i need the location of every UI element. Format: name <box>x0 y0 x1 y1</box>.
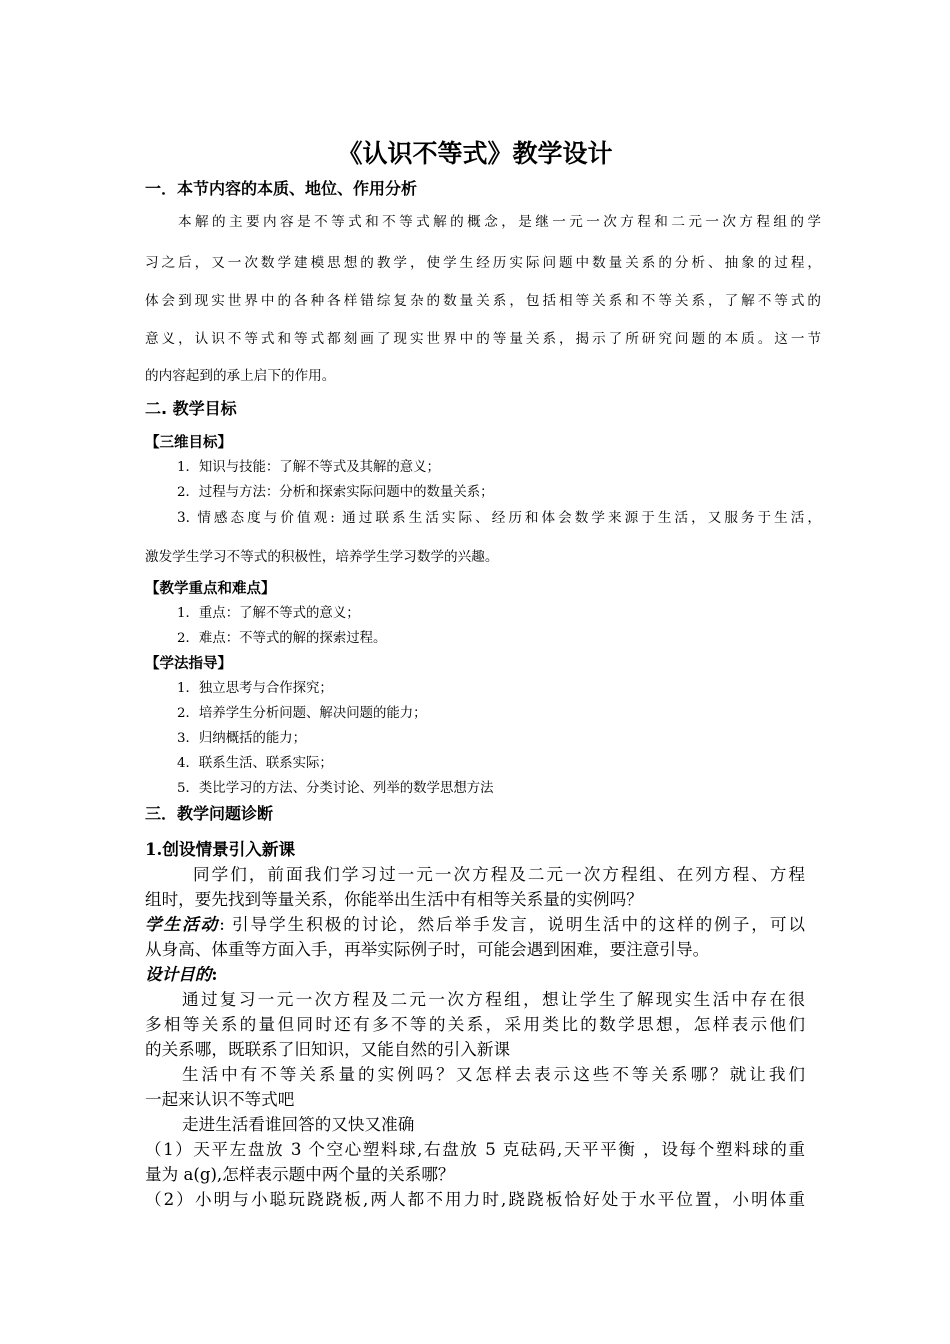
method-item: 4．联系生活、联系实际； <box>177 756 333 771</box>
purpose-colon: : <box>211 964 218 984</box>
question-line: 一起来认识不等式吧 <box>145 1090 295 1109</box>
purpose-label-line <box>145 961 821 985</box>
section1-line: 的内容起到的承上启下的作用。 <box>145 368 336 384</box>
section1-line: 意义，认识不等式和等式都刻画了现实世界中的等量关系，揭示了所研究问题的本质。这一节 <box>145 331 821 347</box>
intro-line: 组时，要先找到等量关系，你能举出生活中有相等关系量的实例吗？ <box>145 890 643 909</box>
quiz-intro: 走进生活看谁回答的又快又准确 <box>182 1115 415 1134</box>
activity-label: 学生活动 <box>145 914 220 934</box>
section1-heading: 一．本节内容的本质、地位、作用分析 <box>145 179 418 198</box>
activity-line: 从身高、体重等方面入手，再举实际例子时，可能会遇到困难，要注意引导。 <box>145 940 710 959</box>
section1-line: 体会到现实世界中的各种各样错综复杂的数量关系，包括相等关系和不等关系，了解不等式的 <box>145 293 821 309</box>
method-item: 2．培养学生分析问题、解决问题的能力； <box>177 706 427 721</box>
purpose-line: 通过复习一元一次方程及二元一次方程组，想让学生了解现实生活中存在很 <box>182 990 805 1009</box>
key-title: 【教学重点和难点】 <box>145 581 276 597</box>
goal-item: 3. 情感态度与价值观: 通过联系生活实际、经历和体会数学来源于生活，又服务于生活， <box>177 510 821 526</box>
subsection-title: 1.创设情景引入新课 <box>145 839 296 859</box>
purpose-line: 多相等关系的量但同时还有多不等的关系，采用类比的数学思想，怎样表示他们 <box>145 1015 805 1034</box>
purpose-line: 的关系哪，既联系了旧知识，又能自然的引入新课 <box>145 1040 511 1059</box>
method-item: 1．独立思考与合作探究； <box>177 681 333 696</box>
question-line: 生活中有不等关系量的实例吗？又怎样去表示这些不等关系哪？就让我们 <box>182 1065 805 1084</box>
intro-line: 同学们，前面我们学习过一元一次方程及二元一次方程组、在列方程、方程 <box>193 865 805 884</box>
quiz-question: 量为 a(g),怎样表示题中两个量的关系哪？ <box>145 1165 455 1184</box>
quiz-question: （1）天平左盘放 3 个空心塑料球,右盘放 5 克砝码,天平平衡 ，设每个塑料球的重 <box>145 1140 805 1159</box>
document-title: 《认识不等式》教学设计 <box>337 139 613 168</box>
goal-item: 2．过程与方法：分析和探索实际问题中的数量关系； <box>177 485 494 500</box>
section2-heading: 二. 教学目标 <box>145 399 237 418</box>
method-item: 3．归纳概括的能力； <box>177 731 307 746</box>
quiz-question: （2）小明与小聪玩跷跷板,两人都不用力时,跷跷板恰好处于水平位置，小明体重 <box>145 1190 805 1209</box>
activity-line <box>145 911 805 935</box>
section1-line: 本解的主要内容是不等式和不等式解的概念，是继一元一次方程和二元一次方程组的学 <box>178 214 821 230</box>
goal-item: 激发学生学习不等式的积极性，培养学生学习数学的兴趣。 <box>145 549 499 565</box>
method-title: 【学法指导】 <box>145 656 232 672</box>
method-item: 5．类比学习的方法、分类讨论、列举的数学思想方法 <box>177 781 494 796</box>
activity-text: : 引导学生积极的讨论，然后举手发言，说明生活中的这样的例子，可以 <box>219 915 805 934</box>
purpose-label: 设计目的 <box>145 964 212 984</box>
key-item: 2．难点：不等式的解的探索过程。 <box>177 631 387 646</box>
goal-item: 1．知识与技能：了解不等式及其解的意义； <box>177 460 440 475</box>
section3-heading: 三．教学问题诊断 <box>145 804 274 823</box>
goals-title: 【三维目标】 <box>145 435 232 451</box>
section1-line: 习之后，又一次数学建模思想的教学，使学生经历实际问题中数量关系的分析、抽象的过程， <box>145 255 821 271</box>
key-item: 1．重点：了解不等式的意义； <box>177 606 360 621</box>
